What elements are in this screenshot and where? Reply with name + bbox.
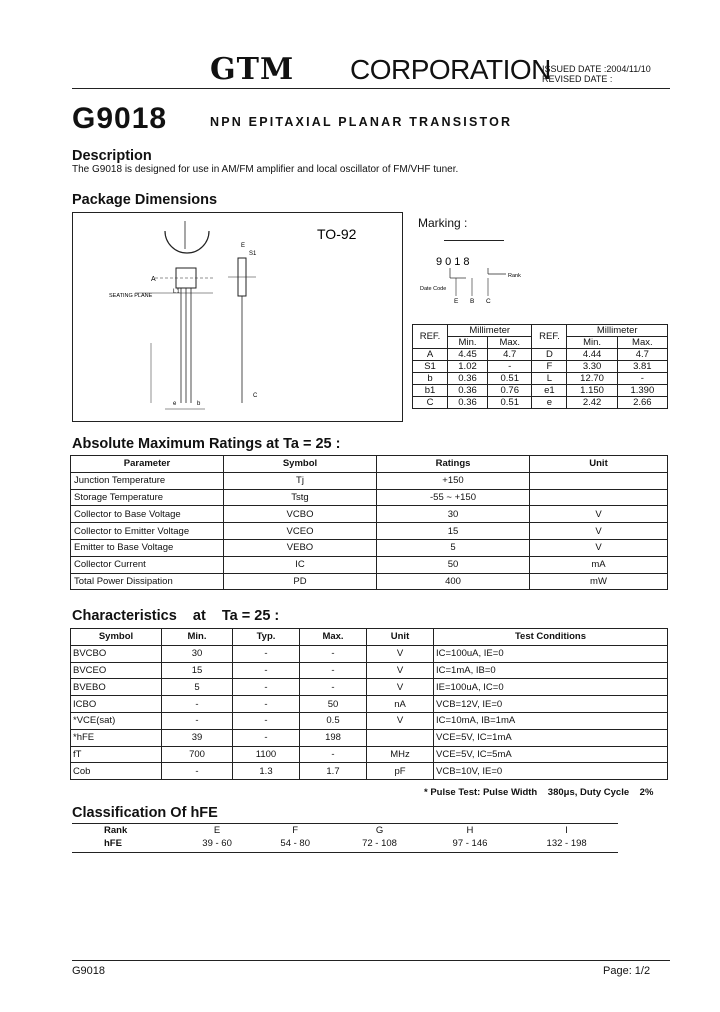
cell: Emitter to Base Voltage [71,539,224,556]
dim-e-cap-label: E [241,243,246,249]
cell: 2.42 [567,397,617,409]
header-cell: Unit [530,456,668,473]
cell: 4.44 [567,349,617,361]
header-cell: Test Conditions [434,629,668,646]
cell: -55 ~ +150 [377,489,530,506]
cell: S1 [413,361,448,373]
cell: 39 - 60 [202,838,232,849]
cell: 0.51 [488,373,532,385]
rank-row [72,824,618,838]
cell: IC=1mA, IB=0 [434,662,668,679]
cell: 4.7 [488,349,532,361]
table-row [413,349,668,361]
cell: 30 [162,645,233,662]
cell: PD [224,573,377,590]
cell: IC [224,556,377,573]
cell: nA [367,696,434,713]
cell: 15 [377,523,530,540]
cell: - [300,645,367,662]
cell: ICBO [71,696,162,713]
header-cell: Typ. [233,629,300,646]
dim-e-label: e [173,401,177,407]
table-row [71,763,668,780]
cell: E [213,825,221,836]
table-row [413,397,668,409]
dim-b-label: b [197,401,201,407]
cell: 5 [162,679,233,696]
cell: V [367,645,434,662]
cell: 50 [377,556,530,573]
table-row [413,385,668,397]
cell: - [488,361,532,373]
cell: 1.150 [567,385,617,397]
header-divider [72,88,670,89]
cell: - [233,696,300,713]
cell: 132 - 198 [546,838,587,849]
pin-c-label: C [486,298,491,304]
cell: 1100 [233,746,300,763]
header-cell: Min. [162,629,233,646]
cell: 1.7 [300,763,367,780]
cell: I [565,825,568,836]
cell: pF [367,763,434,780]
cell: MHz [367,746,434,763]
cell: VCBO [224,506,377,523]
cell: Total Power Dissipation [71,573,224,590]
cell: Collector Current [71,556,224,573]
cell: - [162,712,233,729]
cell: D [532,349,567,361]
classification-bottom-rule [72,852,618,853]
marking-top-line [444,240,504,241]
classification-top-rule [72,823,618,824]
corporation-title: CORPORATION [350,54,551,85]
table-row [71,712,668,729]
cell: BVEBO [71,679,162,696]
dims-min-header-2: Min. [567,337,617,349]
table-row [71,472,668,489]
table-row [71,573,668,590]
cell: +150 [377,472,530,489]
cell: 1.390 [617,385,667,397]
table-row [413,373,668,385]
cell: 97 - 146 [452,838,488,849]
hfe-row [72,837,618,850]
cell: 5 [377,539,530,556]
cell: V [530,539,668,556]
table-row [71,729,668,746]
brand-logo: GTM [210,52,295,87]
cell: 0.5 [300,712,367,729]
abs-max-heading: Absolute Maximum Ratings at Ta = 25 : [72,436,341,452]
cell: 0.36 [448,385,488,397]
cell: BVCBO [71,645,162,662]
cell: 0.36 [448,397,488,409]
cell: fT [71,746,162,763]
hfe-label-cell: hFE [104,838,122,849]
cell: - [300,746,367,763]
cell: - [162,763,233,780]
cell: - [233,679,300,696]
cell: F [532,361,567,373]
footer-divider [72,960,670,961]
cell: - [300,662,367,679]
cell: V [367,712,434,729]
cell: 0.36 [448,373,488,385]
cell: IE=100uA, IC=0 [434,679,668,696]
pulse-test-note: * Pulse Test: Pulse Width 380μs, Duty Cycle 2% [424,787,654,798]
table-row [71,696,668,713]
classification-table [72,823,618,850]
header-cell: Parameter [71,456,224,473]
seating-plane-label: SEATING PLANE [109,293,153,299]
cell: - [162,696,233,713]
dim-s1-label: S1 [249,251,257,257]
pin-e-label: E [454,298,459,304]
dims-ref-header-2: REF. [532,325,567,349]
package-type-label: TO-92 [317,226,357,242]
table-header-row [71,456,668,473]
rank-label: Rank [508,273,521,279]
cell: mA [530,556,668,573]
cell: - [300,679,367,696]
package-drawing [73,213,402,421]
cell: 1.3 [233,763,300,780]
cell: Cob [71,763,162,780]
characteristics-table [70,628,668,780]
cell: 3.30 [567,361,617,373]
cell: 4.45 [448,349,488,361]
cell: BVCEO [71,662,162,679]
cell: 15 [162,662,233,679]
revised-date: REVISED DATE : [542,74,613,84]
table-row [71,539,668,556]
issued-date: ISSUED DATE :2004/11/10 [542,64,651,74]
cell: 12.70 [567,373,617,385]
abs-max-table [70,455,668,590]
package-heading: Package Dimensions [72,192,218,208]
cell: VCB=10V, IE=0 [434,763,668,780]
cell: G [375,825,384,836]
header-cell: Symbol [224,456,377,473]
cell: 72 - 108 [362,838,397,849]
description-heading: Description [72,148,152,164]
marking-diagram [418,252,548,304]
dims-unit-header-2: Millimeter [567,325,668,337]
cell: Tj [224,472,377,489]
cell: Storage Temperature [71,489,224,506]
cell: b [413,373,448,385]
pin-b-label: B [470,298,475,304]
dims-min-header: Min. [448,337,488,349]
cell: V [367,662,434,679]
cell: *VCE(sat) [71,712,162,729]
part-type: NPN EPITAXIAL PLANAR TRANSISTOR [210,115,513,129]
cell: IC=10mA, IB=1mA [434,712,668,729]
cell: - [233,729,300,746]
date-code-label: Date Code [420,286,447,292]
cell: C [413,397,448,409]
cell: *hFE [71,729,162,746]
footer-part: G9018 [72,965,106,977]
cell: 400 [377,573,530,590]
package-drawing-box [72,212,403,422]
classification-heading: Classification Of hFE [72,805,218,821]
table-row [71,662,668,679]
cell [367,729,434,746]
cell: Junction Temperature [71,472,224,489]
marking-label: Marking : [418,216,468,230]
cell: - [617,373,667,385]
cell: IC=100uA, IE=0 [434,645,668,662]
cell: A [413,349,448,361]
cell: 0.51 [488,397,532,409]
table-row [71,506,668,523]
cell: V [530,523,668,540]
cell: 50 [300,696,367,713]
cell [530,472,668,489]
table-row [71,645,668,662]
cell: 39 [162,729,233,746]
dim-c-label: C [253,393,258,399]
cell: H [466,825,474,836]
cell: 3.81 [617,361,667,373]
table-row [71,746,668,763]
description-text: The G9018 is designed for use in AM/FM amplifier and local oscillator of FM/VHF tuner. [72,164,459,175]
table-row [71,679,668,696]
table-row [413,361,668,373]
cell: F [292,825,299,836]
cell: Collector to Base Voltage [71,506,224,523]
cell: Tstg [224,489,377,506]
header-cell: Symbol [71,629,162,646]
cell: 4.7 [617,349,667,361]
cell: 0.76 [488,385,532,397]
cell: 198 [300,729,367,746]
part-number: G9018 [72,102,168,135]
cell: - [233,712,300,729]
table-row [71,556,668,573]
cell: - [233,662,300,679]
header-cell: Unit [367,629,434,646]
cell: VCB=12V, IE=0 [434,696,668,713]
cell: 30 [377,506,530,523]
cell: 54 - 80 [280,838,310,849]
cell: V [530,506,668,523]
dims-max-header-2: Max. [617,337,667,349]
dims-max-header: Max. [488,337,532,349]
cell: VCEO [224,523,377,540]
rank-label-cell: Rank [104,825,128,836]
dim-a-label: A [151,276,156,283]
footer-page: Page: 1/2 [603,965,651,977]
date-block [542,64,651,84]
header-cell: Ratings [377,456,530,473]
dim-l1-label: L1 [173,289,180,295]
cell: 1.02 [448,361,488,373]
marking-code: 9018 [436,256,473,268]
cell: Collector to Emitter Voltage [71,523,224,540]
dims-ref-header: REF. [413,325,448,349]
table-row [71,489,668,506]
cell: - [233,645,300,662]
cell: VCE=5V, IC=1mA [434,729,668,746]
cell: V [367,679,434,696]
dimensions-table [412,324,668,409]
cell: 700 [162,746,233,763]
table-header-row [71,629,668,646]
cell: VCE=5V, IC=5mA [434,746,668,763]
cell [530,489,668,506]
cell: 2.66 [617,397,667,409]
cell: e1 [532,385,567,397]
table-row [71,523,668,540]
cell: L [532,373,567,385]
dims-unit-header: Millimeter [448,325,532,337]
cell: VEBO [224,539,377,556]
top-view-outline [165,231,209,253]
cell: mW [530,573,668,590]
cell: b1 [413,385,448,397]
characteristics-heading: Characteristics at Ta = 25 : [72,608,280,624]
header-cell: Max. [300,629,367,646]
cell: e [532,397,567,409]
